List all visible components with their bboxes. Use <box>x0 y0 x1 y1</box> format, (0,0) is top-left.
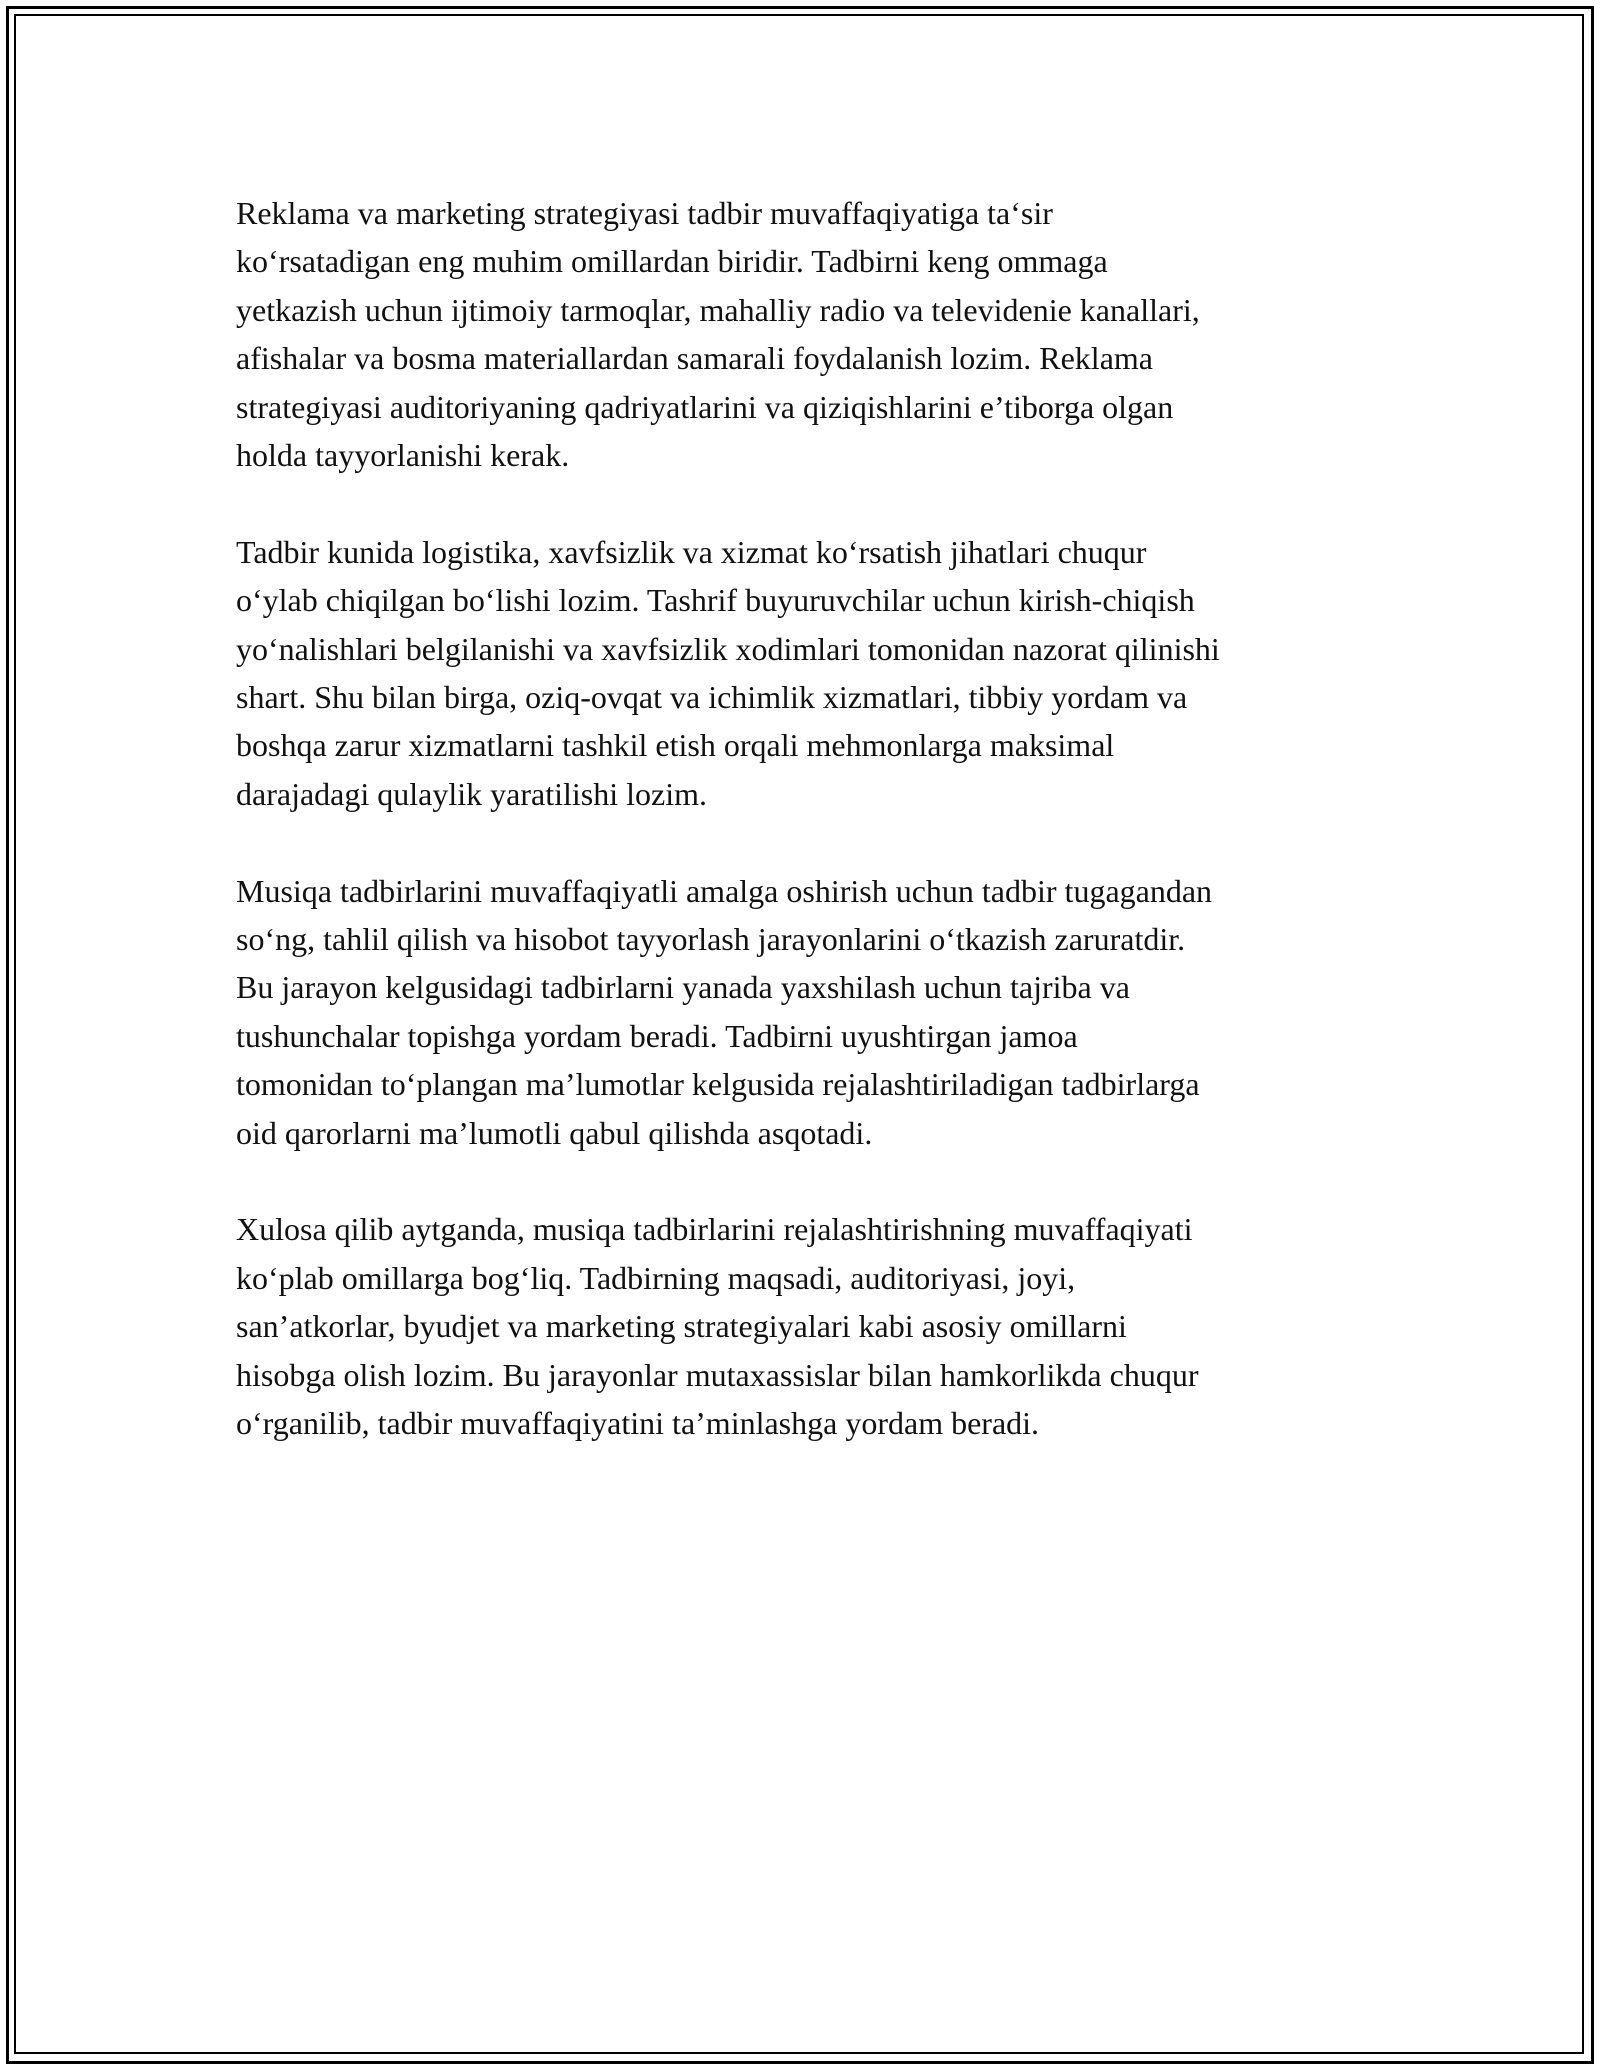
paragraph-post-event-analysis: Musiqa tadbirlarini muvaffaqiyatli amalga oshirish uchun tadbir tugagandan soʻng, tahlil qilish va hisobot tayyorlash jarayonlarini oʻtkazish zaruratdir. Bu jarayon kelgusidagi tadbirlarni yanada yaxshilash uchun tajriba va tushunchalar topishga yordam beradi. Tadbirni uyushtirgan jamoa tomonidan toʻplangan ma’lumotlar kelgusida rejalashtiriladigan tadbirlarga oid qarorlarni ma’lumotli qabul qilishda asqotadi. <box>236 872 1213 1151</box>
paragraph-advertising-strategy: Reklama va marketing strategiyasi tadbir muvaffaqiyatiga taʻsir koʻrsatadigan eng muhim omillardan biridir. Tadbirni keng ommaga yetkazish uchun ijtimoiy tarmoqlar, mahalliy radio va televidenie kanallari, afishalar va bosma materiallardan samarali foydalanish lozim. Reklama strategiyasi auditoriyaning qadriyatlarini va qiziqishlarini e’tiborga olgan holda tayyorlanishi kerak. <box>236 195 1200 474</box>
document-body <box>236 189 1386 1496</box>
paragraph-conclusion: Xulosa qilib aytganda, musiqa tadbirlarini rejalashtirishning muvaffaqiyati koʻplab omillarga bogʻliq. Tadbirning maqsadi, auditoriyasi, joyi, san’atkorlar, byudjet va marketing strategiyalari kabi asosiy omillarni hisobga olish lozim. Bu jarayonlar mutaxassislar bilan hamkorlikda chuqur oʻrganilib, tadbir muvaffaqiyatini ta’minlashga yordam beradi. <box>236 1211 1199 1442</box>
paragraph-event-day-logistics: Tadbir kunida logistika, xavfsizlik va xizmat koʻrsatish jihatlari chuqur oʻylab chiqilgan boʻlishi lozim. Tashrif buyuruvchilar uchun kirish-chiqish yoʻnalishlari belgilanishi va xavfsizlik xodimlari tomonidan nazorat qilinishi shart. Shu bilan birga, oziq-ovqat va ichimlik xizmatlari, tibbiy yordam va boshqa zarur xizmatlarni tashkil etish orqali mehmonlarga maksimal darajadagi qulaylik yaratilishi lozim. <box>236 533 1220 812</box>
